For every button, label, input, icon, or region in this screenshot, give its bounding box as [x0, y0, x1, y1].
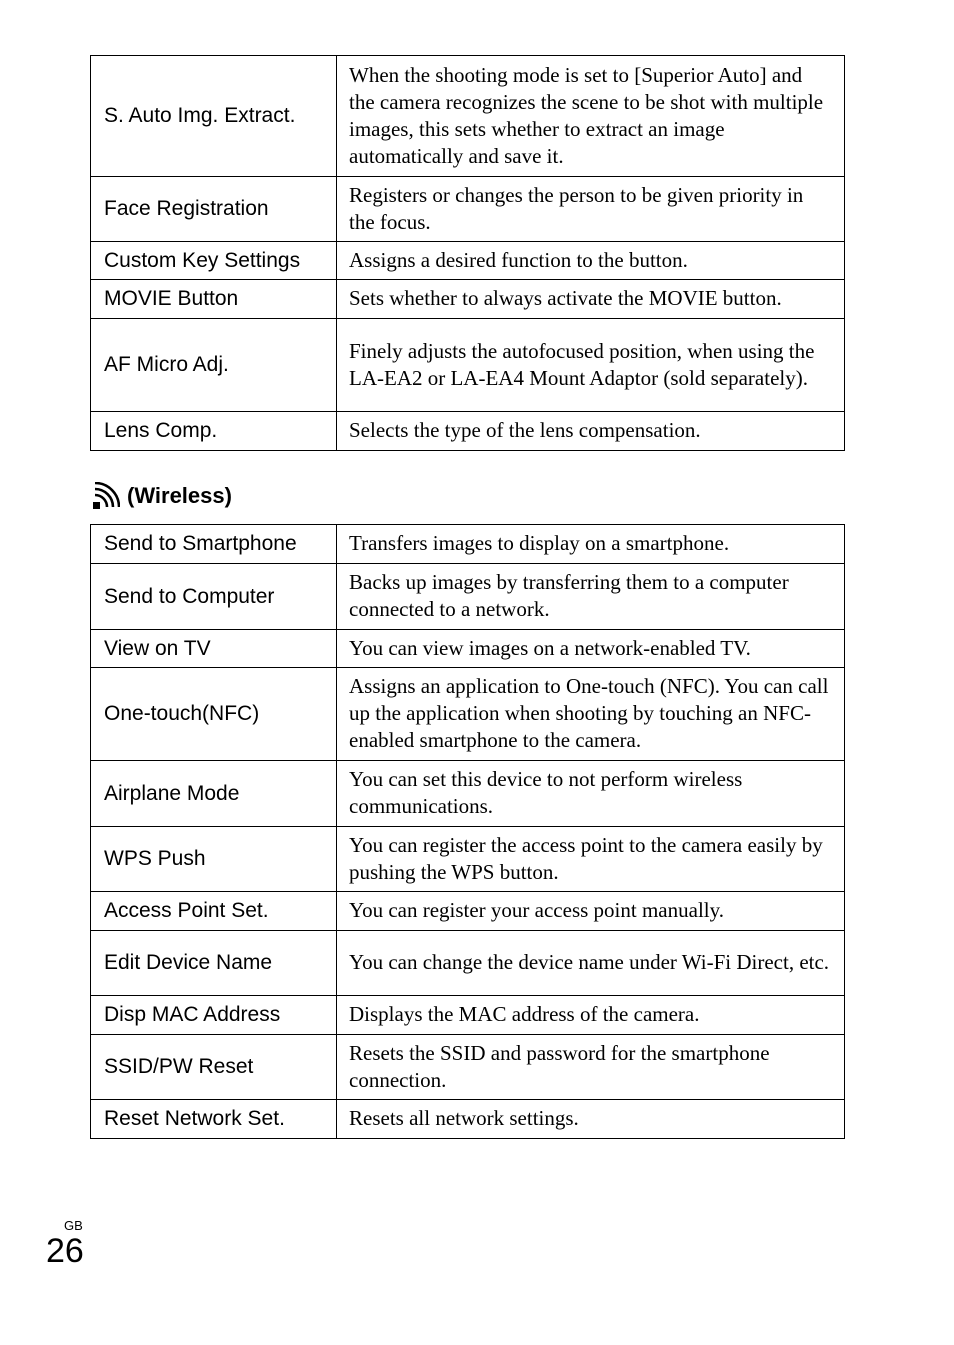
table-row [91, 668, 845, 761]
setting-name: S. Auto Img. Extract. [91, 56, 337, 177]
table-row [91, 630, 845, 668]
setting-name: One-touch(NFC) [91, 668, 337, 761]
table-row [91, 892, 845, 931]
settings-table [90, 55, 845, 451]
setting-description: When the shooting mode is set to [Superior Auto] and the camera recognizes the scene to be shot with multiple images, this sets whether to extract an image automatically and save it. [337, 56, 845, 177]
setting-description: Resets the SSID and password for the smartphone connection. [337, 1035, 845, 1100]
page-footer [46, 1219, 84, 1269]
setting-name: View on TV [91, 630, 337, 668]
setting-name: Reset Network Set. [91, 1100, 337, 1139]
table-row [91, 996, 845, 1035]
table-row [91, 931, 845, 996]
table-row [91, 177, 845, 242]
table-row [91, 1035, 845, 1100]
setting-name: Lens Comp. [91, 412, 337, 451]
setting-description: Resets all network settings. [337, 1100, 845, 1139]
setting-description: Finely adjusts the autofocused position, when using the LA-EA2 or LA-EA4 Mount Adaptor (sold separately). [337, 319, 845, 412]
setting-description: Backs up images by transferring them to a computer connected to a network. [337, 564, 845, 630]
table-row [91, 827, 845, 892]
table-row [91, 319, 845, 412]
setting-description: You can view images on a network-enabled TV. [337, 630, 845, 668]
wireless-table [90, 524, 845, 1139]
setting-description: Transfers images to display on a smartphone. [337, 525, 845, 564]
setting-name: Airplane Mode [91, 761, 337, 827]
setting-description: Assigns a desired function to the button. [337, 242, 845, 280]
table-row [91, 525, 845, 564]
page-number: 26 [46, 1232, 84, 1270]
setting-name: Edit Device Name [91, 931, 337, 996]
section-heading-wireless [92, 481, 232, 511]
region-code: GB [64, 1218, 83, 1233]
setting-description: You can register the access point to the camera easily by pushing the WPS button. [337, 827, 845, 892]
table-row [91, 761, 845, 827]
setting-name: Disp MAC Address [91, 996, 337, 1035]
section-heading-label: (Wireless) [127, 483, 232, 508]
table-row [91, 56, 845, 177]
setting-description: You can change the device name under Wi-Fi Direct, etc. [337, 931, 845, 996]
setting-description: You can set this device to not perform wireless communications. [337, 761, 845, 827]
setting-description: You can register your access point manually. [337, 892, 845, 931]
setting-name: Custom Key Settings [91, 242, 337, 280]
setting-description: Registers or changes the person to be given priority in the focus. [337, 177, 845, 242]
setting-name: MOVIE Button [91, 280, 337, 319]
table-row [91, 412, 845, 451]
setting-name: Access Point Set. [91, 892, 337, 931]
setting-name: AF Micro Adj. [91, 319, 337, 412]
wireless-icon [92, 482, 120, 510]
setting-name: Send to Smartphone [91, 525, 337, 564]
table-row [91, 242, 845, 280]
table-row [91, 564, 845, 630]
setting-name: WPS Push [91, 827, 337, 892]
setting-name: Send to Computer [91, 564, 337, 630]
table-row [91, 1100, 845, 1139]
setting-description: Displays the MAC address of the camera. [337, 996, 845, 1035]
setting-name: Face Registration [91, 177, 337, 242]
table-row [91, 280, 845, 319]
setting-description: Assigns an application to One-touch (NFC). You can call up the application when shooting by touching an NFC-enabled smartphone to the camera. [337, 668, 845, 761]
setting-description: Sets whether to always activate the MOVIE button. [337, 280, 845, 319]
setting-name: SSID/PW Reset [91, 1035, 337, 1100]
setting-description: Selects the type of the lens compensation. [337, 412, 845, 451]
